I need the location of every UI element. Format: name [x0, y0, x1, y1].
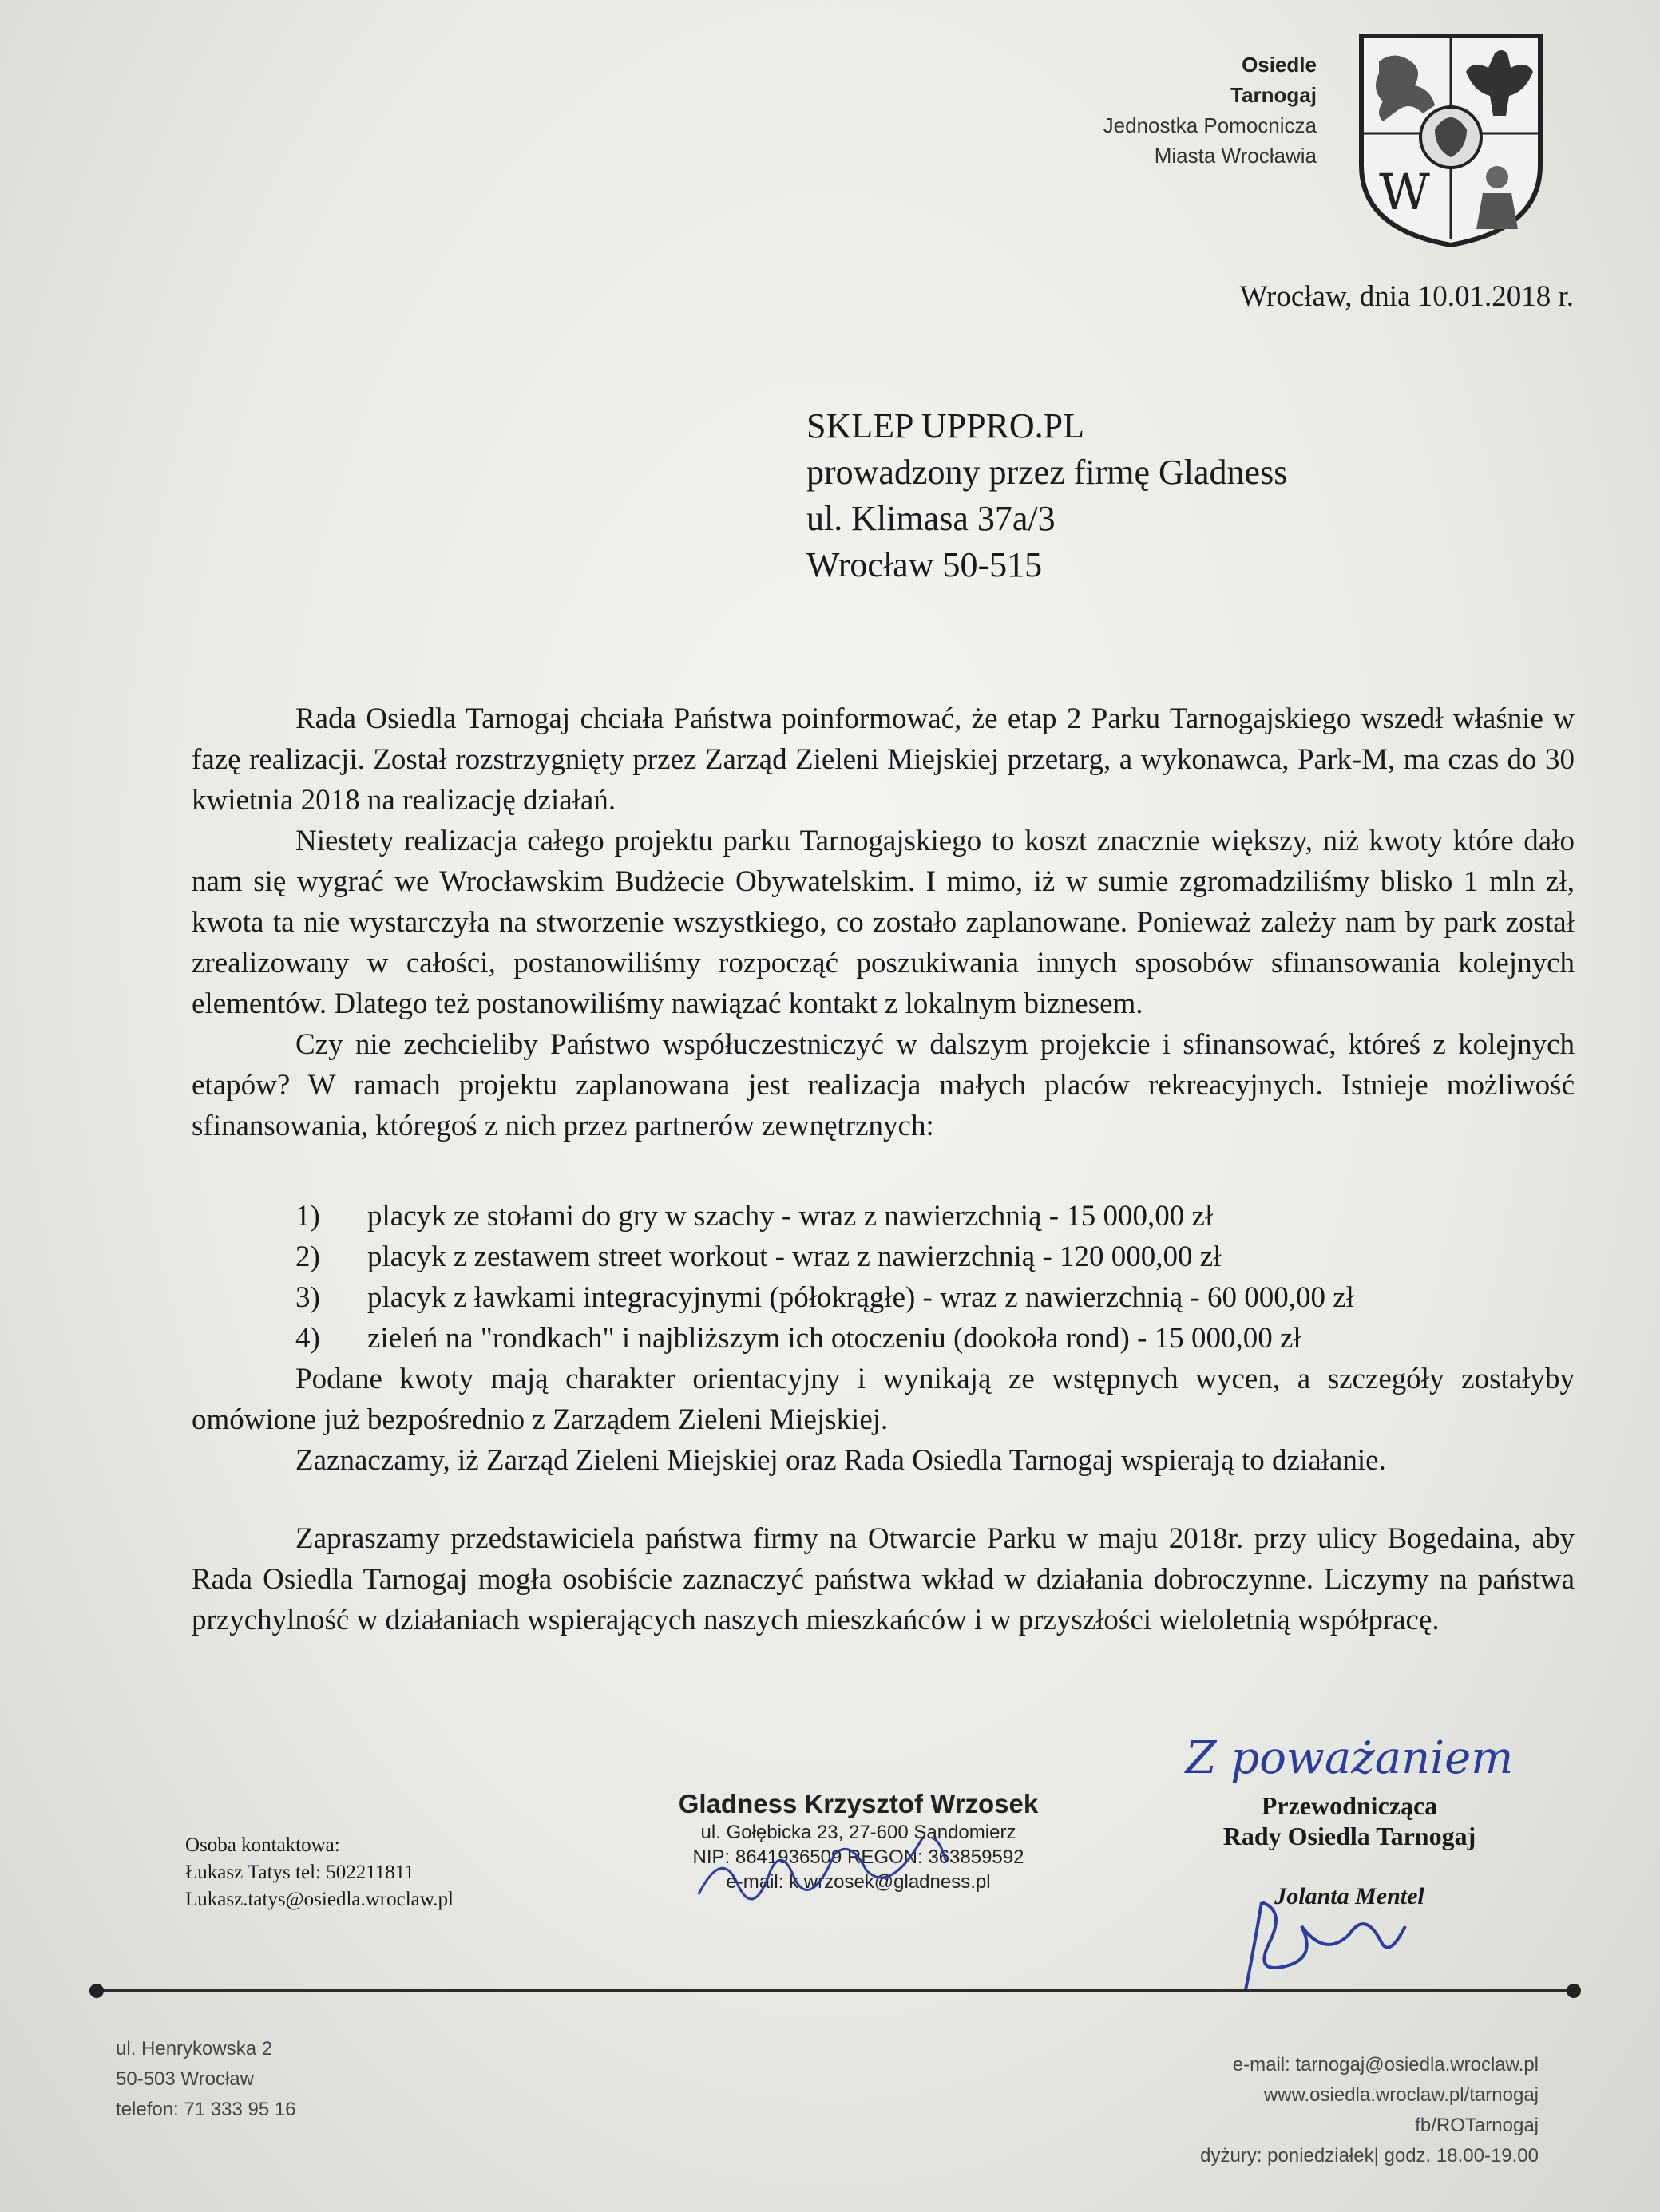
paragraph-6: Zapraszamy przedstawiciela państwa firmy na Otwarcie Parku w maju 2018r. przy ulicy Bogedaina, aby Rada Osiedla Tarnogaj mogła osobiście zaznaczyć państwa wkład w działania dobroczynne. Liczymy na państwa przychylność w działaniach wspierających naszych mieszkańców i w przyszłości wieloletnią współpracę.	[192, 1522, 1575, 1636]
list-item-text: placyk z zestawem street workout - wraz z nawierzchnią - 120 000,00 zł	[367, 1241, 1222, 1273]
footer-divider	[94, 1989, 1579, 1992]
organization-header	[1103, 49, 1317, 171]
company-stamp	[667, 1788, 1050, 1910]
list-item-number: 3)	[295, 1281, 320, 1314]
org-subtitle-line2: Miasta Wrocławia	[1154, 144, 1317, 168]
list-item-number: 1)	[295, 1200, 320, 1233]
footer-street: ul. Henrykowska 2	[116, 2038, 273, 2060]
paragraph-5: Zaznaczamy, iż Zarząd Zieleni Miejskiej oraz Rada Osiedla Tarnogaj wspierają to działanie.	[295, 1444, 1386, 1477]
stamp-address: ul. Gołębicka 23, 27-600 Sandomierz	[700, 1822, 1016, 1843]
list-item-text: placyk ze stołami do gry w szachy - wraz z nawierzchnią - 15 000,00 zł	[367, 1200, 1214, 1233]
contact-email: Lukasz.tatys@osiedla.wroclaw.pl	[185, 1889, 454, 1910]
org-name-line1: Osiedle	[1242, 53, 1317, 77]
contact-phone: Łukasz Tatys tel: 502211811	[185, 1862, 414, 1883]
recipient-line2: prowadzony przez firmę Gladness	[806, 453, 1288, 492]
stamp-title: Gladness Krzysztof Wrzosek	[678, 1789, 1039, 1818]
paragraph-4: Podane kwoty mają charakter orientacyjny i wynikają ze wstępnych wycen, a szczegóły zostałyby omówione już bezpośrednio z Zarządem Zieleni Miejskiej.	[192, 1363, 1575, 1436]
list-item	[192, 1318, 1575, 1359]
divider-dot-right	[1567, 1984, 1581, 1998]
footer-email[interactable]: e-mail: tarnogaj@osiedla.wroclaw.pl	[1232, 2054, 1539, 2075]
list-item-number: 2)	[295, 1241, 320, 1273]
paragraph-3: Czy nie zechcieliby Państwo współuczestniczyć w dalszym projekcie i sfinansować, któreś z kolejnych etapów? W ramach projektu zaplanowana jest realizacja małych placów rekreacyjnych. Istnieje możliwość sfinansowania, któregoś z nich przez partnerów zewnętrznych:	[192, 1028, 1575, 1142]
recipient-address	[806, 403, 1287, 588]
funding-options-list	[192, 1196, 1575, 1359]
signature-block	[1142, 1732, 1557, 1998]
stamp-email: e-mail: k.wrzosek@gladness.pl	[726, 1871, 991, 1893]
handwritten-closing: Z poważaniem	[1185, 1732, 1514, 1784]
contact-label: Osoba kontaktowa:	[185, 1834, 340, 1856]
letter-date: Wrocław, dnia 10.01.2018 r.	[1239, 280, 1574, 313]
list-item	[192, 1277, 1575, 1318]
footer-facebook-link[interactable]: fb/ROTarnogaj	[1415, 2115, 1539, 2136]
contact-person	[185, 1832, 454, 1913]
stamp-tax-ids: NIP: 8641936509 REGON: 363859592	[692, 1846, 1024, 1868]
footer-phone: telefon: 71 333 95 16	[116, 2099, 296, 2120]
crest-letter: W	[1379, 163, 1430, 221]
paragraph-2: Niestety realizacja całego projektu parku Tarnogajskiego to koszt znacznie większy, niż kwoty które dało nam się wygrać we Wrocławskim Budżecie Obywatelskim. I mimo, iż w sumie zgromadziliśmy blisko 1 mln zł, kwota ta nie wystarczyła na stworzenie wszystkiego, co zostało zaplanowane. Ponieważ zależy nam by park został zrealizowany w całości, postanowiliśmy rozpocząć poszukiwania innych sposobów sfinansowania kolejnych elementów. Dlatego też postanowiliśmy nawiązać kontakt z lokalnym biznesem.	[192, 825, 1575, 1020]
divider-dot-left	[89, 1984, 104, 1998]
footer-office-hours: dyżury: poniedziałek| godz. 18.00-19.00	[1200, 2145, 1539, 2166]
org-name-line2: Tarnogaj	[1230, 83, 1317, 107]
signatory-title-line1: Przewodnicząca	[1261, 1791, 1438, 1820]
list-item-text: zieleń na "rondkach" i najbliższym ich otoczeniu (dookoła rond) - 15 000,00 zł	[367, 1322, 1301, 1355]
paragraph-1: Rada Osiedla Tarnogaj chciała Państwa poinformować, że etap 2 Parku Tarnogajskiego wszedł właśnie w fazę realizacji. Został rozstrzygnięty przez Zarząd Zieleni Miejskiej przetarg, a wykonawca, Park-M, ma czas do 30 kwietnia 2018 na realizację działań.	[192, 702, 1575, 817]
list-item-text: placyk z ławkami integracyjnymi (półokrągłe) - wraz z nawierzchnią - 60 000,00 zł	[367, 1281, 1354, 1314]
recipient-line4: Wrocław 50-515	[806, 545, 1043, 584]
signatory-title-line2: Rady Osiedla Tarnogaj	[1222, 1822, 1476, 1850]
city-coat-of-arms-icon	[1355, 30, 1547, 250]
letter-body-invitation	[192, 1518, 1575, 1640]
footer-address	[116, 2034, 296, 2125]
footer-contact	[1200, 2050, 1539, 2171]
list-item	[192, 1196, 1575, 1237]
signatory-name: Jolanta Mentel	[1274, 1883, 1424, 1909]
list-item	[192, 1237, 1575, 1277]
recipient-line1: SKLEP UPPRO.PL	[806, 406, 1085, 445]
footer-postal: 50-503 Wrocław	[116, 2068, 254, 2090]
letter-body-top	[192, 698, 1575, 1146]
recipient-line3: ul. Klimasa 37a/3	[806, 499, 1056, 538]
letter-body-bottom	[192, 1359, 1575, 1481]
footer-website-link[interactable]: www.osiedla.wroclaw.pl/tarnogaj	[1263, 2084, 1539, 2106]
list-item-number: 4)	[295, 1322, 320, 1355]
org-subtitle-line1: Jednostka Pomocnicza	[1103, 113, 1317, 137]
